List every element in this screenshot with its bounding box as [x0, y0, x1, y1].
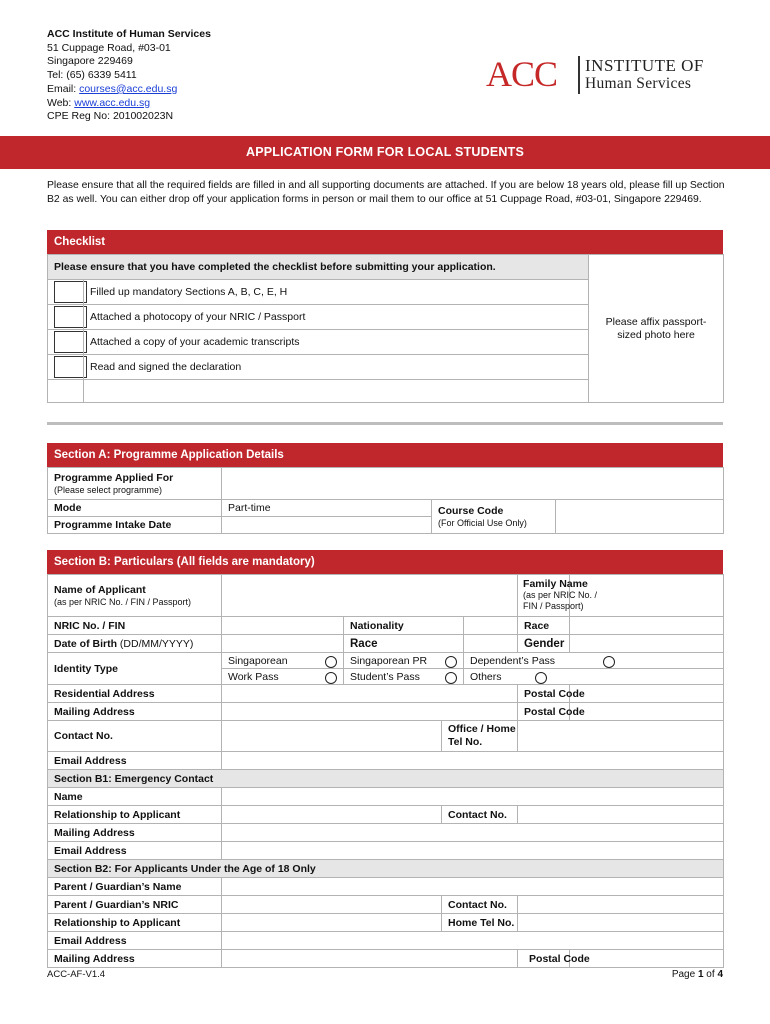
- b2-guardian-name-input[interactable]: [222, 878, 724, 896]
- mailing-address-label: Mailing Address: [48, 703, 222, 721]
- dob-input[interactable]: [222, 635, 344, 653]
- checklist-instruction: Please ensure that you have completed the checklist before submitting your application.: [48, 255, 589, 280]
- photo-text: Please affix passport-sized photo here: [605, 315, 707, 341]
- address-line-2: Singapore 229469: [47, 55, 133, 68]
- checklist-table: [47, 254, 724, 403]
- intake-input[interactable]: [222, 517, 432, 534]
- radio-icon[interactable]: [445, 656, 457, 668]
- applicant-name-text: Name of Applicant: [54, 583, 146, 596]
- b2-relationship-input[interactable]: [222, 914, 442, 932]
- b2-guardian-nric-input[interactable]: [222, 896, 442, 914]
- nric-label: NRIC No. / FIN: [48, 617, 222, 635]
- b1-name-label: Name: [48, 788, 222, 806]
- header-address: [47, 28, 211, 124]
- b2-guardian-name-label: Parent / Guardian’s Name: [48, 878, 222, 896]
- office-tel-text-2: Tel No.: [448, 736, 483, 748]
- b2-contact-label: Contact No.: [442, 896, 518, 914]
- id-option-label: Singaporean: [228, 654, 288, 667]
- checklist-checkbox[interactable]: [48, 355, 84, 380]
- checklist-checkbox[interactable]: [48, 280, 84, 305]
- radio-icon[interactable]: [325, 656, 337, 668]
- programme-input[interactable]: [222, 468, 724, 500]
- id-option-label: Work Pass: [228, 670, 279, 683]
- course-code-input[interactable]: [556, 500, 724, 534]
- postal-code-input[interactable]: [570, 685, 724, 703]
- form-title: APPLICATION FORM FOR LOCAL STUDENTS: [0, 136, 770, 169]
- contact-label: Contact No.: [48, 721, 222, 752]
- b1-name-input[interactable]: [222, 788, 724, 806]
- id-option-label: Student’s Pass: [350, 670, 420, 683]
- applicant-name-input[interactable]: [222, 575, 518, 617]
- course-code-text: Course Code: [438, 504, 504, 517]
- programme-text: Programme Applied For: [54, 471, 174, 484]
- logo-line-2: Human Services: [585, 75, 692, 92]
- email-link[interactable]: courses@acc.edu.sg: [79, 82, 178, 95]
- checklist-empty-cell: [84, 380, 589, 403]
- radio-icon[interactable]: [445, 672, 457, 684]
- residential-address-label: Residential Address: [48, 685, 222, 703]
- b1-relationship-label: Relationship to Applicant: [48, 806, 222, 824]
- b2-mailing-label: Mailing Address: [48, 950, 222, 968]
- b1-contact-input[interactable]: [518, 806, 724, 824]
- id-option-label: Dependent’s Pass: [470, 654, 556, 667]
- checklist-checkbox[interactable]: [48, 330, 84, 355]
- identity-type-label: Identity Type: [48, 653, 222, 685]
- web-label: Web:: [47, 96, 75, 109]
- email-address-input[interactable]: [222, 752, 724, 770]
- office-tel-text-1: Office / Home: [448, 723, 516, 735]
- office-tel-label: [442, 721, 518, 752]
- postal-code-label-2: Postal Code: [518, 703, 570, 721]
- b2-contact-input[interactable]: [518, 896, 724, 914]
- b2-email-label: Email Address: [48, 932, 222, 950]
- gender-label: Gender: [518, 635, 570, 653]
- programme-label: [48, 468, 222, 500]
- dob-text: Date of Birth: [54, 637, 117, 650]
- family-name-label: [518, 575, 598, 617]
- page-current: 1: [697, 969, 704, 980]
- mode-label: Mode: [48, 500, 222, 517]
- radio-icon[interactable]: [535, 672, 547, 684]
- id-option-label: Others: [470, 670, 502, 683]
- residential-address-input[interactable]: [222, 685, 518, 703]
- id-option-dependents-pass[interactable]: [464, 653, 724, 669]
- tel-line: Tel: (65) 6339 5411: [47, 69, 137, 82]
- section-a-header: Section A: Programme Application Details: [47, 443, 723, 467]
- mode-value[interactable]: Part-time: [222, 500, 432, 517]
- checklist-item: Read and signed the declaration: [84, 355, 589, 380]
- mailing-address-input[interactable]: [222, 703, 518, 721]
- radio-icon[interactable]: [325, 672, 337, 684]
- b2-postal-input[interactable]: [570, 950, 724, 968]
- course-code-label: [432, 500, 556, 534]
- nationality-label: Nationality: [344, 617, 464, 635]
- b2-mailing-input[interactable]: [222, 950, 518, 968]
- id-option-work-pass[interactable]: [222, 669, 344, 685]
- id-option-singaporean[interactable]: [222, 653, 344, 669]
- intake-label: Programme Intake Date: [48, 517, 222, 534]
- org-name: ACC Institute of Human Services: [47, 28, 211, 40]
- checklist-checkbox[interactable]: [48, 305, 84, 330]
- form-version: ACC-AF-V1.4: [47, 969, 106, 980]
- postal-code-label: Postal Code: [518, 685, 570, 703]
- b1-email-label: Email Address: [48, 842, 222, 860]
- acc-logo: [486, 54, 716, 98]
- family-name-note-2: FIN / Passport): [523, 601, 584, 611]
- applicant-name-label: [48, 575, 222, 617]
- checklist-header: Checklist: [47, 230, 723, 254]
- web-line: [47, 97, 211, 111]
- email-line: [47, 83, 211, 97]
- logo-mark: ACC: [486, 54, 558, 94]
- checklist-item: Filled up mandatory Sections A, B, C, E, H: [84, 280, 589, 305]
- b2-guardian-nric-label: Parent / Guardian’s NRIC: [48, 896, 222, 914]
- course-code-note: (For Official Use Only): [438, 517, 527, 528]
- id-option-singaporean-pr[interactable]: [344, 653, 464, 669]
- family-name-text: Family Name: [523, 578, 588, 590]
- applicant-name-note: (as per NRIC No. / FIN / Passport): [54, 596, 192, 607]
- office-tel-input[interactable]: [518, 721, 724, 752]
- id-option-label: Singaporean PR: [350, 654, 428, 667]
- programme-note: (Please select programme): [54, 484, 163, 495]
- section-b2-header: Section B2: For Applicants Under the Age of 18 Only: [48, 860, 724, 878]
- nric-input[interactable]: [222, 617, 344, 635]
- b2-email-input[interactable]: [222, 932, 724, 950]
- section-divider: [47, 422, 723, 425]
- race-input[interactable]: [570, 617, 724, 635]
- checklist-item: Attached a photocopy of your NRIC / Passport: [84, 305, 589, 330]
- gender-input[interactable]: [570, 635, 724, 653]
- dob-label: [48, 635, 222, 653]
- b1-mailing-input[interactable]: [222, 824, 724, 842]
- section-b-table: [47, 574, 724, 968]
- email-address-label: Email Address: [48, 752, 222, 770]
- b2-home-tel-input[interactable]: [518, 914, 724, 932]
- radio-icon[interactable]: [603, 656, 615, 668]
- logo-divider: [578, 56, 580, 94]
- race-input-2[interactable]: [464, 635, 518, 653]
- cpe-line: CPE Reg No: 201002023N: [47, 110, 174, 123]
- b2-relationship-label: Relationship to Applicant: [48, 914, 222, 932]
- photo-placeholder: [589, 255, 724, 403]
- page-of: of: [703, 969, 718, 980]
- nationality-input[interactable]: [464, 617, 518, 635]
- postal-code-input-2[interactable]: [570, 703, 724, 721]
- b1-relationship-input[interactable]: [222, 806, 442, 824]
- family-name-note-1: (as per NRIC No. /: [523, 590, 598, 600]
- logo-line-1: INSTITUTE OF: [585, 56, 704, 75]
- section-a-table: [47, 467, 724, 534]
- b1-contact-label: Contact No.: [442, 806, 518, 824]
- id-option-students-pass[interactable]: [344, 669, 464, 685]
- dob-format: (DD/MM/YYYY): [119, 637, 194, 650]
- section-b-header: Section B: Particulars (All fields are mandatory): [47, 550, 723, 574]
- b1-mailing-label: Mailing Address: [48, 824, 222, 842]
- race-label: Race: [518, 617, 570, 635]
- email-label: Email:: [47, 82, 80, 95]
- contact-input[interactable]: [222, 721, 442, 752]
- checklist-empty-cell: [48, 380, 84, 403]
- b1-email-input[interactable]: [222, 842, 724, 860]
- checklist-item: Attached a copy of your academic transcripts: [84, 330, 589, 355]
- page-prefix: Page: [671, 969, 698, 980]
- b2-postal-label: Postal Code: [518, 950, 570, 968]
- page-number: [672, 969, 723, 980]
- section-b1-header: Section B1: Emergency Contact: [48, 770, 724, 788]
- id-option-others[interactable]: [464, 669, 724, 685]
- address-line-1: 51 Cuppage Road, #03-01: [47, 41, 171, 54]
- race-label-2: Race: [344, 635, 464, 653]
- page-total: 4: [717, 969, 723, 980]
- b2-home-tel-label: Home Tel No.: [442, 914, 518, 932]
- intro-text: Please ensure that all the required fields are filled in and all supporting documents are attached. If you are below 18 years old, please fill up Section B2 as well. You can either drop off your application forms in person or mail them to our office at 51 Cuppage Road, #03-01, Singapore 229469.: [47, 180, 725, 205]
- web-link[interactable]: www.acc.edu.sg: [74, 96, 151, 109]
